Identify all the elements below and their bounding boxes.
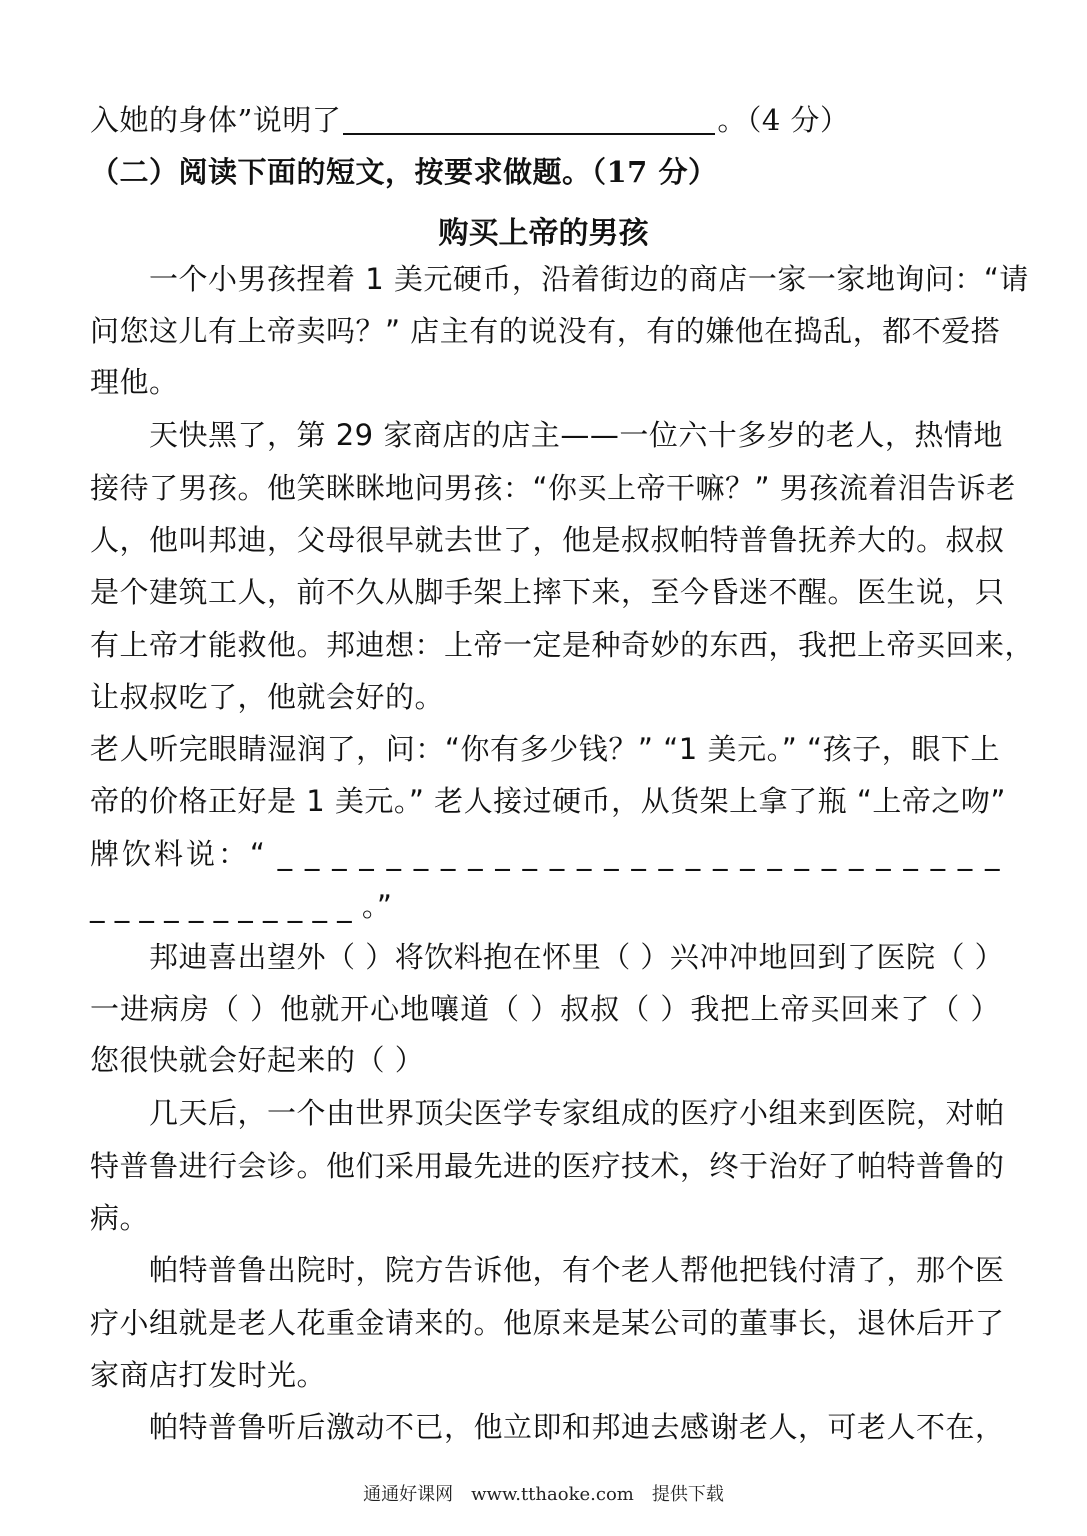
page-footer: 通通好课网 www.tthaoke.com 提供下载	[363, 1484, 724, 1505]
punctuation-exercise-line[interactable]: 一进病房（ ）他就开心地嚷道（ ）叔叔（ ）我把上帝买回来了（ ）	[90, 992, 1000, 1026]
text-line: 疗小组就是老人花重金请来的。他原来是某公司的董事长，退休后开了	[90, 1306, 1005, 1340]
answer-blank[interactable]	[343, 109, 715, 135]
text-line: 天快黑了，第 29 家商店的店主——一位六十多岁的老人，热情地	[90, 418, 1003, 452]
punctuation-exercise-line[interactable]: 您很快就会好起来的（ ）	[90, 1043, 425, 1077]
fill-in-line[interactable]: 牌饮料说：“ _ _ _ _ _ _ _ _ _ _ _ _ _ _ _ _ _ _ _ _ _ _ _ _ _ _ _	[90, 837, 1000, 871]
text-line: 接待了男孩。他笑眯眯地问男孩：“你买上帝干嘛？” 男孩流着泪告诉老	[90, 471, 1016, 505]
text-line: 帕特普鲁出院时，院方告诉他，有个老人帮他把钱付清了，那个医	[90, 1253, 1005, 1287]
text-line: 问您这儿有上帝卖吗？” 店主有的说没有，有的嫌他在捣乱，都不爱搭	[90, 314, 1001, 348]
text-line: 帝的价格正好是 1 美元。” 老人接过硬币，从货架上拿了瓶 “上帝之吻”	[90, 784, 1006, 818]
carry-prefix: 入她的身体”说明了	[90, 103, 342, 137]
text-line: 理他。	[90, 365, 179, 399]
text-line: 让叔叔吃了，他就会好的。	[90, 680, 445, 714]
text-line: 一个小男孩捏着 1 美元硬币，沿着街边的商店一家一家地询问：“请	[90, 262, 1029, 296]
text-line: 是个建筑工人，前不久从脚手架上摔下来，至今昏迷不醒。医生说，只	[90, 575, 1005, 609]
fill-in-line[interactable]: _ _ _ _ _ _ _ _ _ _ _ 。”	[90, 889, 393, 923]
text-line: 老人听完眼睛湿润了，问：“你有多少钱？” “1 美元。” “孩子，眼下上	[90, 732, 1000, 766]
text-line: 家商店打发时光。	[90, 1358, 327, 1392]
previous-question-ending	[90, 103, 1000, 137]
story-title: 购买上帝的男孩	[438, 216, 649, 251]
text-line: 病。	[90, 1201, 150, 1235]
text-line: 人，他叫邦迪，父母很早就去世了，他是叔叔帕特普鲁抚养大的。叔叔	[90, 523, 1005, 557]
text-line: 帕特普鲁听后激动不已，他立即和邦迪去感谢老人，可老人不在，	[90, 1410, 1005, 1444]
carry-suffix: 。（4 分）	[717, 103, 850, 137]
text-line: 有上帝才能救他。邦迪想：上帝一定是种奇妙的东西，我把上帝买回来，	[90, 628, 1035, 662]
punctuation-exercise-line[interactable]: 邦迪喜出望外（ ）将饮料抱在怀里（ ）兴冲冲地回到了医院（ ）	[90, 940, 1005, 974]
section-heading: （二）阅读下面的短文，按要求做题。（17 分）	[90, 155, 718, 189]
text-line: 特普鲁进行会诊。他们采用最先进的医疗技术，终于治好了帕特普鲁的	[90, 1149, 1005, 1183]
text-line: 几天后，一个由世界顶尖医学专家组成的医疗小组来到医院，对帕	[90, 1096, 1005, 1130]
